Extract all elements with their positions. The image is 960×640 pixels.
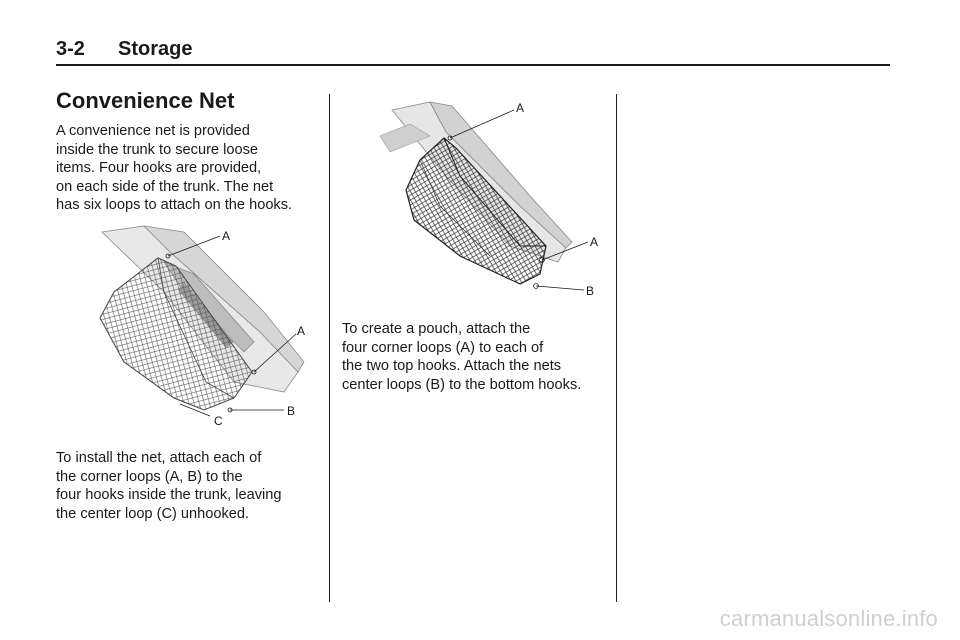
- callout-b: B: [287, 404, 296, 418]
- callout-c: C: [214, 414, 223, 428]
- callout-a-right: A: [297, 324, 306, 338]
- column-divider-left: [329, 94, 330, 602]
- figure-net-installed: [84, 222, 324, 434]
- callout-a-top: A: [516, 101, 525, 115]
- column-divider-right: [616, 94, 617, 602]
- callout-a-right: A: [590, 235, 599, 249]
- page-number: 3-2: [56, 38, 85, 60]
- callout-b: B: [586, 284, 595, 298]
- footer-watermark: carmanualsonline.info: [719, 606, 938, 631]
- section-name: Storage: [118, 38, 193, 60]
- page-header: [56, 36, 890, 66]
- section-title: Convenience Net: [56, 88, 235, 113]
- intro-paragraph: A convenience net is provided inside the trunk to secure loose items. Four hooks are provided, on each side of the trunk. The net has six loops to attach on the hooks.: [56, 123, 293, 214]
- callout-a-top: A: [222, 229, 231, 243]
- install-paragraph: To install the net, attach each of the corner loops (A, B) to the four hooks inside the trunk, leaving the center loop (C) unhooked.: [56, 450, 282, 522]
- pouch-paragraph: To create a pouch, attach the four corner loops (A) to each of the two top hooks. Attach the nets center loops (B) to the bottom hooks.: [342, 321, 582, 393]
- figure-net-pouch: [370, 96, 610, 306]
